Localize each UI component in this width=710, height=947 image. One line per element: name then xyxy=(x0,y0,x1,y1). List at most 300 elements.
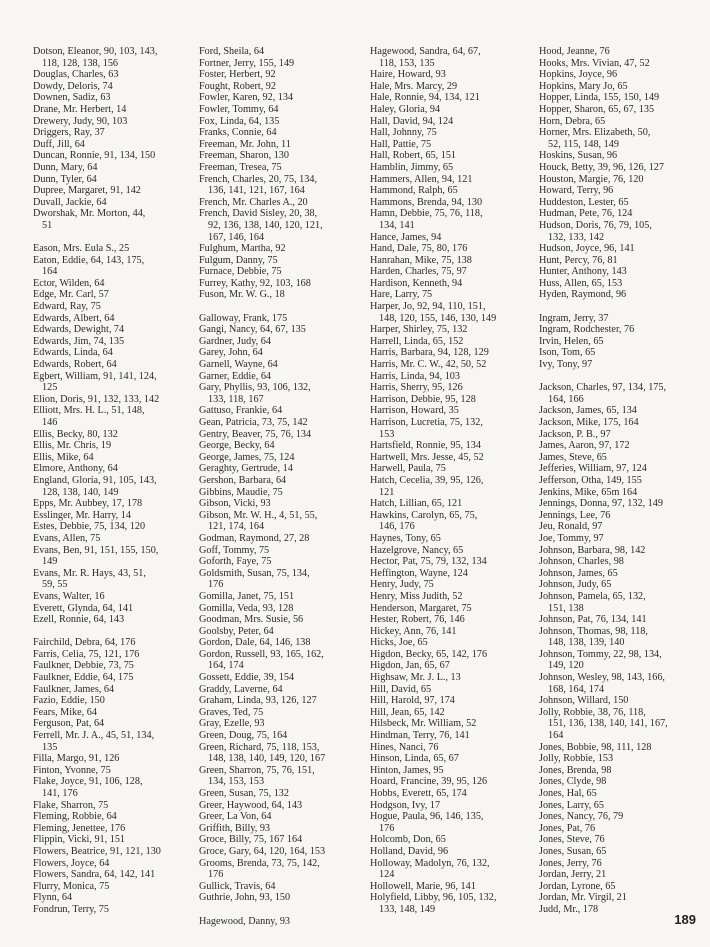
section-gap xyxy=(539,301,705,313)
index-entry: Gossett, Eddie, 39, 154 xyxy=(199,672,295,684)
index-entry: Ellis, Mr. Chris, 19 xyxy=(33,440,112,452)
index-entry: Drane, Mr. Herbert, 14 xyxy=(33,103,127,115)
index-entry: Holcomb, Don, 65 xyxy=(370,834,446,846)
index-entry: England, Gloria, 91, 105, 143, xyxy=(33,474,157,486)
index-entry: Horn, Debra, 65 xyxy=(539,115,606,127)
index-entry: Dupree, Margaret, 91, 142 xyxy=(33,185,141,197)
index-entry: Fuson, Mr. W. G., 18 xyxy=(199,289,285,301)
index-entry: Hale, Ronnie, 94, 134, 121 xyxy=(370,92,480,104)
index-entry: Hale, Mrs. Marcy, 29 xyxy=(370,80,458,92)
index-entry: Elliott, Mrs. H. L., 51, 148, xyxy=(33,405,145,417)
index-entry: Hardison, Kenneth, 94 xyxy=(370,277,463,289)
index-entry: Jones, Bobbie, 98, 111, 128 xyxy=(539,741,652,753)
index-entry: Greer, La Von, 64 xyxy=(199,811,272,823)
index-entry-continuation: 133, 148, 149 xyxy=(379,903,436,915)
index-entry: Ferguson, Pat, 64 xyxy=(33,718,105,730)
index-entry: Gordon, Russell, 93, 165, 162, xyxy=(199,648,324,660)
index-entry-continuation: 168, 164, 174 xyxy=(548,683,605,695)
index-entry: Harwell, Paula, 75 xyxy=(370,463,446,475)
index-entry: Huddeston, Lester, 65 xyxy=(539,196,629,208)
index-entry: Hudman, Pete, 76, 124 xyxy=(539,208,633,220)
index-entry: Finton, Yvonne, 75 xyxy=(33,764,111,776)
index-entry: Elion, Doris, 91, 132, 133, 142 xyxy=(33,393,160,405)
index-entry: Johnson, Thomas, 98, 118, xyxy=(539,625,648,637)
index-entry: Faulkner, Eddie, 64, 175 xyxy=(33,672,134,684)
index-entry: Howard, Terry, 96 xyxy=(539,185,614,197)
index-entry: Hines, Nanci, 76 xyxy=(370,741,439,753)
index-entry: Fortner, Jerry, 155, 149 xyxy=(199,57,295,69)
index-entry-continuation: 149, 120 xyxy=(548,660,584,672)
index-entry: Haynes, Tony, 65 xyxy=(370,532,441,544)
index-entry: Harris, Barbara, 94, 128, 129 xyxy=(370,347,489,359)
index-entry: Faulkner, James, 64 xyxy=(33,683,115,695)
index-entry-continuation: 141, 176 xyxy=(42,788,78,799)
index-entry: Hance, James, 94 xyxy=(370,231,442,243)
index-entry: Egbert, William, 91, 141, 124, xyxy=(33,370,157,382)
index-entry: Hobbs, Everett, 65, 174 xyxy=(370,788,467,799)
index-entry: Hill, Jean, 65, 142 xyxy=(370,706,445,718)
index-entry: Johnson, Charles, 98 xyxy=(539,556,624,568)
section-gap xyxy=(199,904,361,916)
index-entry: Fondrun, Terry, 75 xyxy=(33,903,109,915)
index-entry-continuation: 51 xyxy=(42,219,53,231)
index-entry: Freeman, Mr. John, 11 xyxy=(199,138,291,150)
index-entry: Evans, Walter, 16 xyxy=(33,590,105,602)
index-entry-continuation: 59, 55 xyxy=(42,579,68,591)
index-entry: Jordan, Mr. Virgil, 21 xyxy=(539,892,627,904)
index-entry: Ellis, Becky, 80, 132 xyxy=(33,428,118,440)
section-gap xyxy=(539,371,705,383)
index-entry: Flowers, Beatrice, 91, 121, 130 xyxy=(33,845,161,857)
index-entry: Hall, Robert, 65, 151 xyxy=(370,150,457,162)
index-entry-continuation: 151, 138 xyxy=(548,602,584,614)
index-entry: Goff, Tommy, 75 xyxy=(199,544,270,556)
index-entry: Harris, Mr. C. W., 42, 50, 52 xyxy=(370,359,487,371)
index-entry: Gangi, Nancy, 64, 67, 135 xyxy=(199,324,306,336)
index-entry: Evans, Mr. R. Hays, 43, 51, xyxy=(33,567,146,579)
index-entry: Hawkins, Carolyn, 65, 75, xyxy=(370,509,478,521)
index-entry: Fairchild, Debra, 64, 176 xyxy=(33,637,136,649)
index-entry: Jefferson, Otha, 149, 155 xyxy=(539,474,642,486)
index-entry-continuation: 146 xyxy=(42,417,58,428)
index-entry-continuation: 148, 138, 140, 149, 120, 167 xyxy=(208,753,326,765)
index-entry: Dunn, Mary, 64 xyxy=(33,161,98,173)
index-entry: Goforth, Faye, 75 xyxy=(199,556,272,568)
index-entry: Hogue, Paula, 96, 146, 135, xyxy=(370,811,484,823)
index-entry: Edward, Ray, 75 xyxy=(33,301,101,313)
index-entry: Haley, Gloria, 94 xyxy=(370,103,441,115)
index-entry: Hopkins, Mary Jo, 65 xyxy=(539,80,628,92)
index-entry-continuation: 151, 136, 138, 140, 141, 167, xyxy=(548,718,668,730)
index-entry: Harrell, Linda, 65, 152 xyxy=(370,335,464,347)
index-entry: Geraghty, Gertrude, 14 xyxy=(199,463,293,475)
index-entry: Driggers, Ray, 37 xyxy=(33,127,105,139)
index-entry-continuation: 92, 136, 138, 140, 120, 121, xyxy=(208,219,323,231)
index-entry: French, Mr. Charles A., 20 xyxy=(199,196,308,208)
index-entry: Goldsmith, Susan, 75, 134, xyxy=(199,567,310,579)
index-entry: Griffith, Billy, 93 xyxy=(199,822,271,834)
index-entry: Ingram, Rodchester, 76 xyxy=(539,324,635,336)
index-entry: Gentry, Beaver, 75, 76, 134 xyxy=(199,428,312,440)
index-entry: Johnson, Willard, 150 xyxy=(539,695,629,707)
index-entry: Groce, Billy, 75, 167 164 xyxy=(199,834,303,846)
index-entry: Harrison, Debbie, 95, 128 xyxy=(370,393,476,405)
index-entry: Graham, Linda, 93, 126, 127 xyxy=(199,695,317,707)
index-entry: Hand, Dale, 75, 80, 176 xyxy=(370,243,468,255)
index-entry: Gomilla, Veda, 93, 128 xyxy=(199,602,294,614)
index-entry: Douglas, Charles, 63 xyxy=(33,69,119,81)
index-entry: Filla, Margo, 91, 126 xyxy=(33,753,120,765)
index-entry-continuation: 125 xyxy=(42,382,58,394)
index-entry: Hamn, Debbie, 75, 76, 118, xyxy=(370,208,483,220)
index-entry: Dotson, Eleanor, 90, 103, 143, xyxy=(33,46,158,57)
index-entry-continuation: 124 xyxy=(379,869,395,881)
index-entry: Garey, John, 64 xyxy=(199,347,263,359)
index-entry: Johnson, Barbara, 98, 142 xyxy=(539,544,646,556)
index-entry: Jolly, Robbie, 153 xyxy=(539,753,614,765)
index-entry: Dworshak, Mr. Morton, 44, xyxy=(33,208,146,220)
index-entry: Faulkner, Debbie, 73, 75 xyxy=(33,660,134,672)
index-entry: Fowler, Karen, 92, 134 xyxy=(199,92,294,104)
index-entry: Judd, Mr., 178 xyxy=(539,903,599,915)
index-entry: Houston, Margie, 76, 120 xyxy=(539,173,644,185)
index-entry: Jordan, Lyrone, 65 xyxy=(539,880,616,892)
index-entry: Fazio, Eddie, 150 xyxy=(33,695,105,707)
index-entry: Groce, Gary, 64, 120, 164, 153 xyxy=(199,845,326,857)
index-entry: Flowers, Joyce, 64 xyxy=(33,857,110,869)
index-entry: Goolsby, Peter, 64 xyxy=(199,625,274,637)
index-entry: Edwards, Jim, 74, 135 xyxy=(33,335,125,347)
index-entry: Gean, Patricia, 73, 75, 142 xyxy=(199,417,308,428)
index-entry: Holyfield, Libby, 96, 105, 132, xyxy=(370,892,497,904)
index-entry: Fowler, Tommy, 64 xyxy=(199,103,279,115)
index-entry: Grooms, Brenda, 73, 75, 142, xyxy=(199,857,320,869)
index-entry: Harden, Charles, 75, 97 xyxy=(370,266,467,278)
index-entry: Hoskins, Susan, 96 xyxy=(539,150,618,162)
index-entry: Jackson, Mike, 175, 164 xyxy=(539,417,639,428)
index-entry: Estes, Debbie, 75, 134, 120 xyxy=(33,521,146,533)
index-entry: Fleming, Jenettee, 176 xyxy=(33,822,126,834)
index-entry: Hoard, Francine, 39, 95, 126 xyxy=(370,776,488,788)
index-entry: French, David Sisley, 20, 38, xyxy=(199,208,318,220)
index-entry: Hall, David, 94, 124 xyxy=(370,115,454,127)
index-entry: Godman, Raymond, 27, 28 xyxy=(199,532,310,544)
index-entry: Hagewood, Danny, 93 xyxy=(199,915,291,927)
index-entry: Franks, Connie, 64 xyxy=(199,127,277,139)
index-entry: Jones, Larry, 65 xyxy=(539,799,604,811)
index-entry: Flippin, Vicki, 91, 151 xyxy=(33,834,126,846)
index-entry: Hinson, Linda, 65, 67 xyxy=(370,753,459,765)
index-entry: Ector, Wilden, 64 xyxy=(33,277,105,289)
index-entry: Jeu, Ronald, 97 xyxy=(539,521,603,533)
index-entry: Gomilla, Janet, 75, 151 xyxy=(199,590,295,602)
index-entry: Jolly, Robbie, 38, 76, 118, xyxy=(539,706,646,718)
index-entry: Jackson, Charles, 97, 134, 175, xyxy=(539,382,667,394)
index-entry: Ivy, Tony, 97 xyxy=(539,359,593,371)
index-entry: Guthrie, John, 93, 150 xyxy=(199,892,291,904)
index-entry: Hall, Johnny, 75 xyxy=(370,127,437,139)
index-entry: Graddy, Laverne, 64 xyxy=(199,683,283,695)
index-entry-continuation: 135 xyxy=(42,741,58,753)
index-entry: Harrison, Howard, 35 xyxy=(370,405,459,417)
index-entry: Fought, Robert, 92 xyxy=(199,80,276,92)
index-entry: Hill, David, 65 xyxy=(370,683,432,695)
index-entry: Hazelgrove, Nancy, 65 xyxy=(370,544,464,556)
index-entry: Hill, Harold, 97, 174 xyxy=(370,695,455,707)
index-entry: Henry, Miss Judith, 52 xyxy=(370,590,463,602)
index-entry: Hopper, Linda, 155, 150, 149 xyxy=(539,92,660,104)
index-entry: Edge, Mr. Carl, 57 xyxy=(33,289,109,301)
index-entry: Garnell, Wayne, 64 xyxy=(199,359,278,371)
index-entry: Furrey, Kathy, 92, 103, 168 xyxy=(199,277,311,289)
index-entry-continuation: 118, 153, 135 xyxy=(379,57,435,69)
index-entry-continuation: 164 xyxy=(42,266,58,278)
index-entry: Hammers, Allen, 94, 121 xyxy=(370,173,473,185)
index-entry: Flurry, Monica, 75 xyxy=(33,880,110,892)
index-entry-continuation: 121, 174, 164 xyxy=(208,521,265,533)
section-gap xyxy=(199,301,361,313)
index-entry: Hatch, Lillian, 65, 121 xyxy=(370,498,463,510)
index-column-2 xyxy=(199,46,361,927)
index-entry: George, James, 75, 124 xyxy=(199,451,295,463)
index-entry-continuation: 167, 146, 164 xyxy=(208,231,265,243)
index-entry: Harper, Shirley, 75, 132 xyxy=(370,324,468,336)
index-entry: Hatch, Cecelia, 39, 95, 126, xyxy=(370,474,484,486)
index-entry: Esslinger, Mr. Harry, 14 xyxy=(33,509,131,521)
index-entry-continuation: 132, 133, 142 xyxy=(548,231,605,243)
index-entry-continuation: 153 xyxy=(379,428,395,440)
index-entry: Hunter, Anthony, 143 xyxy=(539,266,627,278)
index-entry: Flake, Joyce, 91, 106, 128, xyxy=(33,776,143,788)
index-entry: Fox, Linda, 64, 135 xyxy=(199,115,280,127)
index-entry: Epps, Mr. Aubbey, 17, 178 xyxy=(33,498,143,510)
index-entry: Johnson, Judy, 65 xyxy=(539,579,612,591)
index-entry: Duff, Jill, 64 xyxy=(33,138,85,150)
index-entry: Hudson, Doris, 76, 79, 105, xyxy=(539,219,652,231)
index-entry: Gray, Ezelle, 93 xyxy=(199,718,265,730)
index-entry: Hicks, Joe, 65 xyxy=(370,637,428,649)
index-entry: Hopkins, Joyce, 96 xyxy=(539,69,618,81)
index-entry: Hyden, Raymond, 96 xyxy=(539,289,627,301)
index-entry: Dunn, Tyler, 64 xyxy=(33,173,97,185)
index-column-3 xyxy=(370,46,532,916)
index-entry: Eaton, Eddie, 64, 143, 175, xyxy=(33,254,145,266)
index-entry: French, Charles, 20, 75, 134, xyxy=(199,173,317,185)
index-entry: Ford, Sheila, 64 xyxy=(199,46,265,57)
index-entry: Hartsfield, Ronnie, 95, 134 xyxy=(370,440,481,452)
index-entry: Hilsbeck, Mr. William, 52 xyxy=(370,718,477,730)
index-entry: James, Aaron, 97, 172 xyxy=(539,440,630,452)
index-entry-continuation: 134, 153, 153 xyxy=(208,776,265,788)
index-entry: Gershon, Barbara, 64 xyxy=(199,474,287,486)
index-entry: Everett, Glynda, 64, 141 xyxy=(33,602,134,614)
index-entry: Harris, Sherry, 95, 126 xyxy=(370,382,463,394)
index-entry: Gordon, Dale, 64, 146, 138 xyxy=(199,637,311,649)
index-entry: Dowdy, Deloris, 74 xyxy=(33,80,113,92)
index-entry-continuation: 176 xyxy=(208,579,224,591)
index-entry: Johnson, Tommy, 22, 98, 134, xyxy=(539,648,662,660)
index-entry: Hartwell, Mrs. Jesse, 45, 52 xyxy=(370,451,484,463)
index-entry: Jackson, P. B., 97 xyxy=(539,428,611,440)
index-entry: Haire, Howard, 93 xyxy=(370,69,446,81)
index-entry: Elmore, Anthony, 64 xyxy=(33,463,118,475)
index-entry: Johnson, James, 65 xyxy=(539,567,618,579)
index-entry: Huss, Allen, 65, 153 xyxy=(539,277,623,289)
index-entry: Hare, Larry, 75 xyxy=(370,289,433,301)
index-entry-continuation: 176 xyxy=(379,822,395,834)
index-entry: Duncan, Ronnie, 91, 134, 150 xyxy=(33,150,156,162)
index-entry: Jones, Brenda, 98 xyxy=(539,764,612,776)
index-entry: Hodgson, Ivy, 17 xyxy=(370,799,441,811)
index-entry: Eason, Mrs. Eula S., 25 xyxy=(33,243,130,255)
index-entry: Flake, Sharron, 75 xyxy=(33,799,109,811)
index-entry: Farris, Celia, 75, 121, 176 xyxy=(33,648,140,660)
index-entry: Jordan, Jerry, 21 xyxy=(539,869,607,881)
index-entry: Harper, Jo, 92, 94, 110, 151, xyxy=(370,301,486,313)
index-entry: Hollowell, Marie, 96, 141 xyxy=(370,880,476,892)
index-entry: Harrison, Lucretia, 75, 132, xyxy=(370,417,483,428)
index-entry: Duvall, Jackie, 64 xyxy=(33,196,107,208)
index-entry: Hammons, Brenda, 94, 130 xyxy=(370,196,483,208)
index-entry: Edwards, Robert, 64 xyxy=(33,359,117,371)
index-entry: Houck, Betty, 39, 96, 126, 127 xyxy=(539,161,664,173)
index-entry: Galloway, Frank, 175 xyxy=(199,312,288,324)
index-entry: Gardner, Judy, 64 xyxy=(199,335,271,347)
index-entry: Jenkins, Mike, 65m 164 xyxy=(539,486,638,498)
index-entry-continuation: 149 xyxy=(42,556,58,568)
index-entry: Hinton, James, 95 xyxy=(370,764,444,776)
index-entry: Fleming, Robbie, 64 xyxy=(33,811,117,823)
index-entry-continuation: 148, 120, 155, 146, 130, 149 xyxy=(379,312,497,324)
index-entry: Freeman, Sharon, 130 xyxy=(199,150,289,162)
index-entry-continuation: 164 xyxy=(548,730,564,742)
index-entry: Gibbins, Maudie, 75 xyxy=(199,486,283,498)
index-entry: Drewery, Judy, 90, 103 xyxy=(33,115,128,127)
index-entry: Gibson, Vicki, 93 xyxy=(199,498,271,510)
index-entry: Hickey, Ann, 76, 141 xyxy=(370,625,457,637)
index-entry: Graves, Ted, 75 xyxy=(199,706,264,718)
index-entry: Ellis, Mike, 64 xyxy=(33,451,94,463)
index-entry: Jones, Pat, 76 xyxy=(539,822,596,834)
section-gap xyxy=(33,232,195,244)
index-entry: Jefferies, William, 97, 124 xyxy=(539,463,647,475)
index-entry: Horner, Mrs. Elizabeth, 50, xyxy=(539,127,651,139)
index-entry: Ison, Tom, 65 xyxy=(539,347,596,359)
index-entry: Evans, Ben, 91, 151, 155, 150, xyxy=(33,544,159,556)
index-entry: Jennings, Lee, 76 xyxy=(539,509,611,521)
index-entry-continuation: 148, 138, 139, 140 xyxy=(548,637,625,649)
index-entry: Flowers, Sandra, 64, 142, 141 xyxy=(33,869,156,881)
index-entry: Johnson, Pat, 76, 134, 141 xyxy=(539,614,647,626)
index-entry: Hindman, Terry, 76, 141 xyxy=(370,730,470,742)
index-entry: Irvin, Helen, 65 xyxy=(539,335,604,347)
index-entry: Gibson, Mr. W. H., 4, 51, 55, xyxy=(199,509,318,521)
index-entry: Jones, Susan, 65 xyxy=(539,845,607,857)
index-entry: Hammond, Ralph, 65 xyxy=(370,185,458,197)
index-entry: Hester, Robert, 76, 146 xyxy=(370,614,465,626)
index-entry: Henderson, Margaret, 75 xyxy=(370,602,472,614)
index-entry: George, Becky, 64 xyxy=(199,440,275,452)
index-entry: James, Steve, 65 xyxy=(539,451,607,463)
index-entry: Downen, Sadiz, 63 xyxy=(33,92,111,104)
index-entry: Ingram, Jerry, 37 xyxy=(539,312,609,324)
index-entry-continuation: 121 xyxy=(379,486,395,498)
index-entry: Greer, Haywood, 64, 143 xyxy=(199,799,303,811)
index-entry: Harris, Linda, 94, 103 xyxy=(370,370,460,382)
index-entry: Jones, Clyde, 98 xyxy=(539,776,607,788)
index-entry-continuation: 118, 128, 138, 156 xyxy=(42,57,119,69)
index-entry: Jones, Steve, 76 xyxy=(539,834,605,846)
index-entry: Hall, Pattie, 75 xyxy=(370,138,432,150)
index-entry: Furnace, Debbie, 75 xyxy=(199,266,282,278)
index-entry: Gullick, Travis, 64 xyxy=(199,880,276,892)
index-entry: Green, Richard, 75, 118, 153, xyxy=(199,741,320,753)
index-entry: Edwards, Albert, 64 xyxy=(33,312,115,324)
index-entry: Gary, Phyllis, 93, 106, 132, xyxy=(199,382,311,394)
index-entry-continuation: 146, 176 xyxy=(379,521,415,533)
index-entry: Jones, Jerry, 76 xyxy=(539,857,602,869)
index-entry: Hooks, Mrs. Vivian, 47, 52 xyxy=(539,57,650,69)
section-gap xyxy=(33,626,195,638)
index-entry: Hector, Pat, 75, 79, 132, 134 xyxy=(370,556,487,568)
index-entry: Flynn, 64 xyxy=(33,892,73,904)
index-entry: Freeman, Tresea, 75 xyxy=(199,161,282,173)
index-entry: Jones, Hal, 65 xyxy=(539,788,597,799)
index-entry: Gattuso, Frankie, 64 xyxy=(199,405,283,417)
index-entry-continuation: 128, 138, 140, 149 xyxy=(42,486,119,498)
index-entry: Hagewood, Sandra, 64, 67, xyxy=(370,46,481,57)
index-entry: Edwards, Linda, 64 xyxy=(33,347,113,359)
index-column-4 xyxy=(539,46,705,916)
index-entry: Henry, Judy, 75 xyxy=(370,579,434,591)
page-number: 189 xyxy=(674,912,696,927)
index-entry: Highsaw, Mr. J. L., 13 xyxy=(370,672,461,684)
index-entry-continuation: 176 xyxy=(208,869,224,881)
index-entry: Hudson, Joyce, 96, 141 xyxy=(539,243,635,255)
index-entry: Hamblin, Jimmy, 65 xyxy=(370,161,454,173)
index-entry: Jones, Nancy, 76, 79 xyxy=(539,811,624,823)
index-entry: Fears, Mike, 64 xyxy=(33,706,97,718)
index-entry: Joe, Tommy, 97 xyxy=(539,532,604,544)
index-entry: Heffington, Wayne, 124 xyxy=(370,567,468,579)
index-entry: Holloway, Madolyn, 76, 132, xyxy=(370,857,490,869)
index-entry: Foster, Herbert, 92 xyxy=(199,69,276,81)
index-entry-continuation: 136, 141, 121, 167, 164 xyxy=(208,185,305,197)
index-entry: Johnson, Pamela, 65, 132, xyxy=(539,590,646,602)
index-entry: Fulghum, Martha, 92 xyxy=(199,243,286,255)
index-entry: Edwards, Dewight, 74 xyxy=(33,324,125,336)
index-entry: Green, Doug, 75, 164 xyxy=(199,730,288,742)
index-entry: Green, Sharron, 75, 76, 151, xyxy=(199,764,315,776)
index-entry: Green, Susan, 75, 132 xyxy=(199,788,289,799)
index-entry: Holland, David, 96 xyxy=(370,845,449,857)
index-entry: Garner, Eddie, 64 xyxy=(199,370,272,382)
index-entry-continuation: 164, 174 xyxy=(208,660,244,672)
index-entry: Hood, Jeanne, 76 xyxy=(539,46,610,57)
index-entry-continuation: 133, 118, 167 xyxy=(208,393,264,405)
index-entry: Higdon, Becky, 65, 142, 176 xyxy=(370,648,488,660)
index-entry: Jackson, James, 65, 134 xyxy=(539,405,637,417)
index-entry: Evans, Allen, 75 xyxy=(33,532,101,544)
index-column-1 xyxy=(33,46,195,916)
index-entry-continuation: 52, 115, 148, 149 xyxy=(548,138,619,150)
index-entry-continuation: 164, 166 xyxy=(548,393,584,405)
index-entry: Johnson, Wesley, 98, 143, 166, xyxy=(539,672,665,684)
index-entry: Ezell, Ronnie, 64, 143 xyxy=(33,614,125,626)
index-entry: Goodman, Mrs. Susie, 56 xyxy=(199,614,304,626)
index-entry: Jennings, Donna, 97, 132, 149 xyxy=(539,498,663,510)
index-entry: Hopper, Sharon, 65, 67, 135 xyxy=(539,103,655,115)
